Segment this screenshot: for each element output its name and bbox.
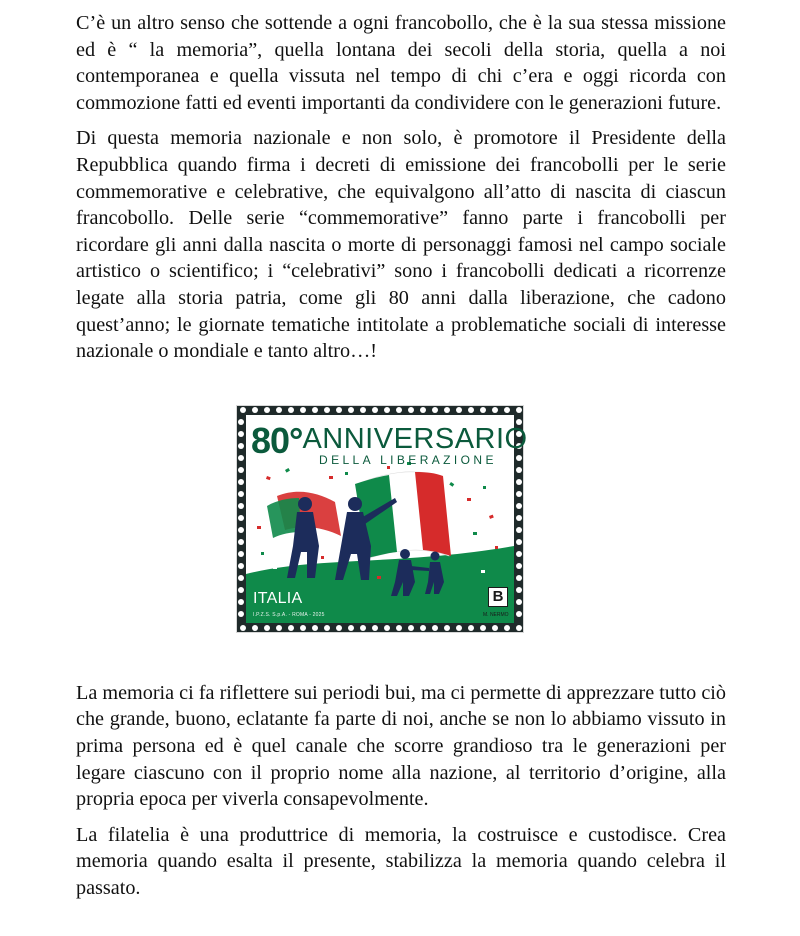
paragraph-2: Di questa memoria nazionale e non solo, è promotore il Presidente della Repubblica quando firma i decreti di emissione dei francobolli per le serie commemorative e celebrative, che equivalgono all’atto di nascita di ciascun francobollo. Delle serie “commemorative” fanno parte i francobolli per ricordare gli anni dalla nascita o morte di personaggi famosi nel campo sociale artistico o scientifico; i “celebrativi” sono i francobolli dedicati a ricorrenze legate alla storia patria, come gli 80 anni dalla liberazione, che cadono quest’anno; le giornate tematiche intitolate a problematiche sociali di interesse nazionale o mondiale e tanto altro…!	[76, 127, 726, 363]
paragraph-3: La memoria ci fa riflettere sui periodi bui, ma ci permette di apprezzare tutto ciò che grande, buono, eclatante fa parte di noi, anche se non lo abbiamo vissuto in prima persona ed è quel canale che scorre grandioso tra le generazioni per legare ciascuno con il proprio nome alla nazione, al territorio d’origine, alla propria epoca per viverla consapevolmente.	[76, 681, 726, 811]
stamp-imprint: I.P.Z.S. S.p.A. - ROMA - 2025	[253, 611, 325, 618]
stamp-subtitle: DELLA LIBERAZIONE	[319, 452, 497, 467]
stamp-number: 80°	[251, 419, 303, 461]
paragraph-1: C’è un altro senso che sottende a ogni francobollo, che è la sua stessa missione ed è “ la memoria”, quella lontana dei secoli della storia, quella a noi contemporanea e quella vissuta nel tempo di chi c’era e oggi ricorda con commozione fatti ed eventi importanti da condividere con le generazioni future.	[76, 12, 726, 114]
stamp-country: ITALIA	[253, 589, 303, 607]
stamp-tariff-badge: B	[488, 587, 508, 607]
article-page	[76, 10, 726, 910]
stamp-designer: M. NERMO	[483, 611, 509, 618]
stamp-figure	[76, 374, 726, 680]
stamp-title-word: ANNIVERSARIO	[302, 422, 528, 455]
paragraph-4: La filatelia è una produttrice di memoria, la costruisce e custodisce. Crea memoria quando esalta il presente, stabilizza la memoria quando celebra il passato.	[76, 823, 726, 899]
stamp-image	[237, 406, 528, 632]
